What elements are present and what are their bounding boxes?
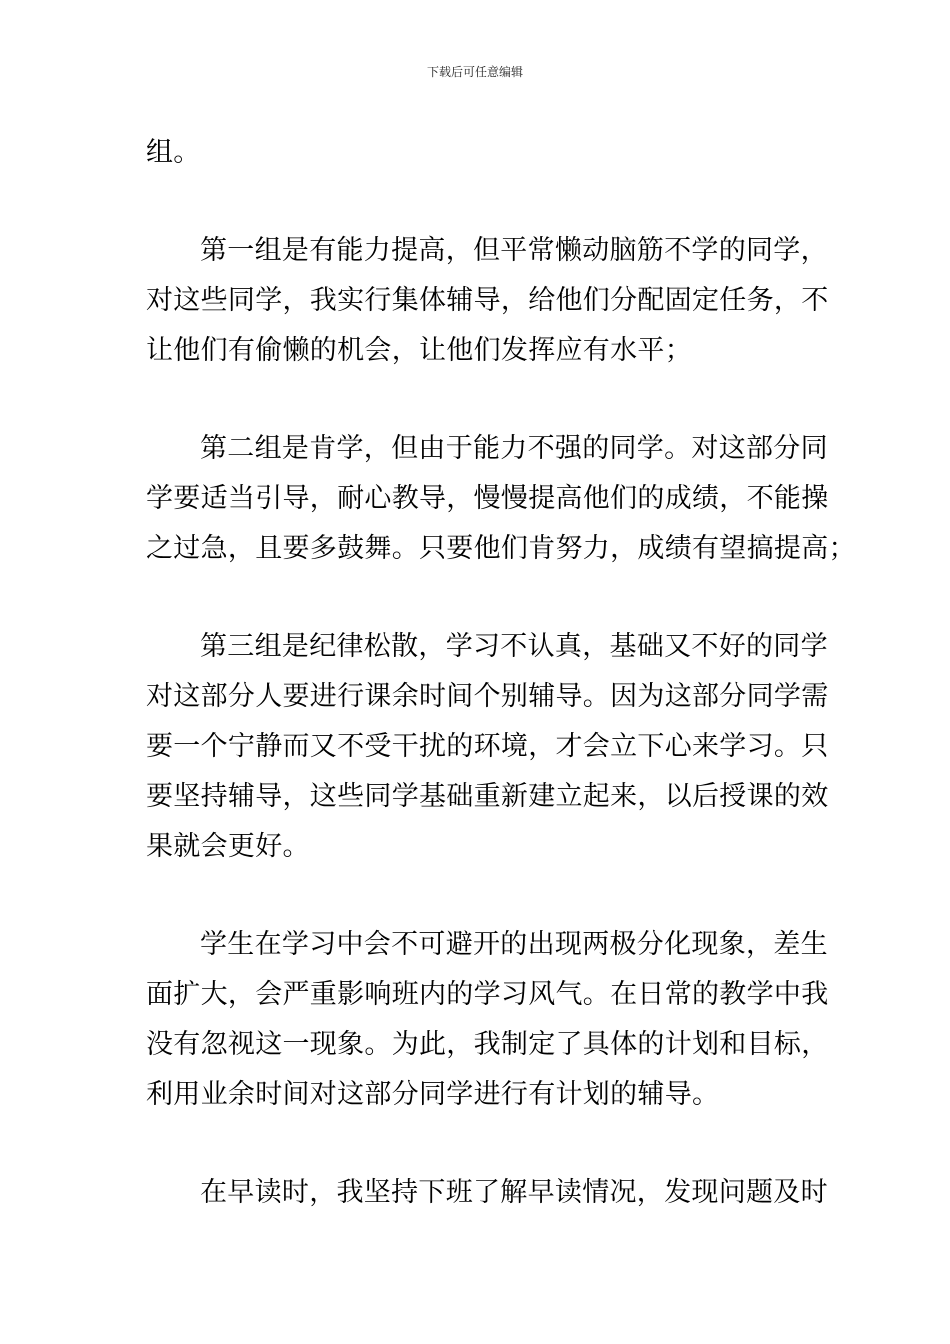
- paragraph-polarization: [146, 920, 829, 1120]
- paragraph-morning-reading: [146, 1168, 828, 1218]
- text-line: 要一个宁静而又不受干扰的环境，才会立下心来学习。只: [146, 731, 829, 762]
- text-line: 第三组是纪律松散，学习不认真，基础又不好的同学: [200, 631, 828, 662]
- text-line: 面扩大，会严重影响班内的学习风气。在日常的教学中我: [146, 979, 829, 1010]
- paragraph-gap: [146, 1120, 810, 1168]
- text-line: 对这些同学，我实行集体辅导，给他们分配固定任务，不: [146, 285, 829, 316]
- text-line: 学要适当引导，耐心教导，慢慢提高他们的成绩，不能操: [146, 483, 829, 514]
- text-line: 组。: [146, 137, 201, 168]
- paragraph-gap: [146, 376, 810, 424]
- text-line: 第一组是有能力提高，但平常懒动脑筋不学的同学，: [200, 235, 828, 266]
- paragraph-gap: [146, 574, 810, 622]
- text-line: 第二组是肯学，但由于能力不强的同学。对这部分同: [200, 433, 828, 464]
- paragraph-fragment: [146, 128, 810, 178]
- text-line: 没有忽视这一现象。为此，我制定了具体的计划和目标，: [146, 1029, 829, 1060]
- text-line: 学生在学习中会不可避开的出现两极分化现象，差生: [200, 929, 828, 960]
- text-line: 要坚持辅导，这些同学基础重新建立起来，以后授课的效: [146, 781, 829, 812]
- text-line: 利用业余时间对这部分同学进行有计划的辅导。: [146, 1079, 720, 1110]
- paragraph-group-one: [146, 226, 829, 376]
- text-line: 果就会更好。: [146, 831, 310, 862]
- paragraph-gap: [146, 872, 810, 920]
- text-line: 让他们有偷懒的机会，让他们发挥应有水平；: [146, 335, 692, 366]
- page-header-note: 下载后可任意编辑: [426, 65, 523, 79]
- paragraph-group-three: [146, 622, 829, 872]
- document-body: [146, 128, 856, 1218]
- text-line: 之过急，且要多鼓舞。只要他们肯努力，成绩有望搞提高；: [146, 533, 856, 564]
- text-line: 在早读时，我坚持下班了解早读情况，发现问题及时: [200, 1177, 828, 1208]
- paragraph-gap: [146, 178, 810, 226]
- text-line: 对这部分人要进行课余时间个别辅导。因为这部分同学需: [146, 681, 829, 712]
- paragraph-group-two: [146, 424, 856, 574]
